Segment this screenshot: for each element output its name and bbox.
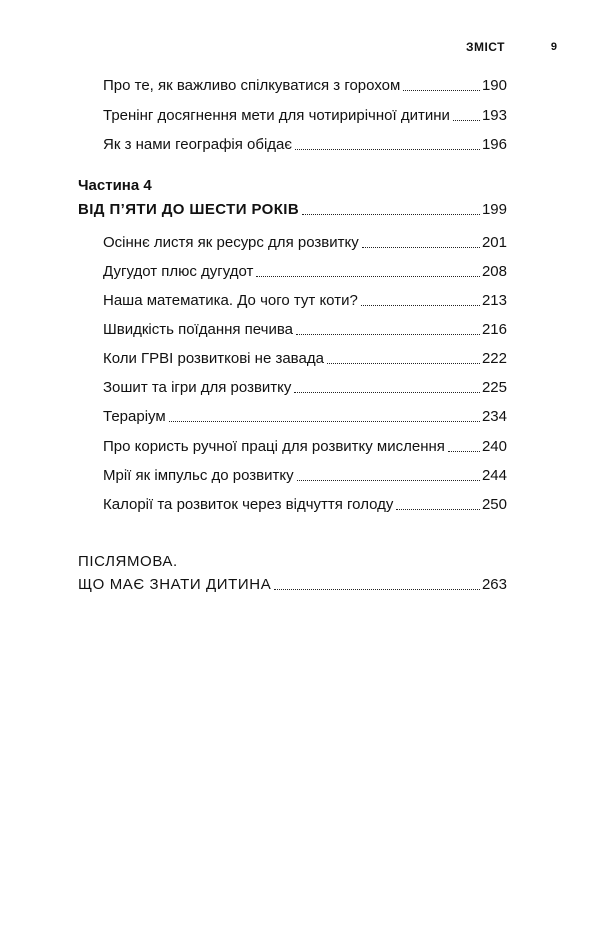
dot-leader	[274, 587, 480, 590]
dot-leader	[361, 303, 480, 306]
part-page: 199	[481, 201, 507, 218]
toc-entry-title: Тренінг досягнення мети для чотирирічної дитини	[103, 107, 450, 124]
toc-entry-title: Швидкість поїдання печива	[103, 321, 293, 338]
toc-entry-page: 196	[481, 136, 507, 153]
toc-entry[interactable]	[103, 76, 507, 96]
toc-entry[interactable]	[103, 466, 507, 486]
afterword-label: ПІСЛЯМОВА.	[78, 553, 178, 570]
toc-entry[interactable]	[103, 291, 507, 311]
toc-entry-title: Про користь ручної праці для розвитку мислення	[103, 438, 445, 455]
afterword-page: 263	[481, 576, 507, 593]
part-heading-entry[interactable]	[78, 200, 507, 220]
toc-entry[interactable]	[103, 349, 507, 369]
part-label: Частина 4	[78, 177, 152, 194]
dot-leader	[296, 332, 480, 335]
toc-entry-title: Наша математика. До чого тут коти?	[103, 292, 358, 309]
toc-entry[interactable]	[103, 135, 507, 155]
dot-leader	[294, 390, 480, 393]
toc-entry-page: 216	[481, 321, 507, 338]
toc-entry-title: Тераріум	[103, 408, 166, 425]
toc-entry-page: 193	[481, 107, 507, 124]
dot-leader	[256, 274, 480, 277]
toc-entry-title: Осіннє листя як ресурс для розвитку	[103, 234, 359, 251]
toc-entry-page: 222	[481, 350, 507, 367]
toc-entry[interactable]	[103, 320, 507, 340]
toc-entry-page: 213	[481, 292, 507, 309]
toc-entry-title: Коли ГРВІ розвиткові не завада	[103, 350, 324, 367]
dot-leader	[448, 449, 480, 452]
toc-entry[interactable]	[103, 106, 507, 126]
afterword-entry[interactable]	[78, 575, 507, 595]
dot-leader	[403, 88, 480, 91]
toc-entry[interactable]	[103, 437, 507, 457]
page-number: 9	[550, 41, 557, 53]
toc-entry[interactable]	[103, 378, 507, 398]
toc-entry-title: Зошит та ігри для розвитку	[103, 379, 292, 396]
dot-leader	[453, 118, 480, 121]
toc-entry-title: Дугудот плюс дугудот	[103, 263, 254, 280]
running-header	[0, 40, 600, 60]
toc-entry[interactable]	[103, 262, 507, 282]
part-title: ВІД П’ЯТИ ДО ШЕСТИ РОКІВ	[78, 201, 300, 218]
dot-leader	[297, 478, 480, 481]
dot-leader	[362, 245, 480, 248]
toc-entry-page: 208	[481, 263, 507, 280]
dot-leader	[169, 419, 480, 422]
running-title: ЗМІСТ	[465, 40, 505, 54]
toc-entry-title: Як з нами географія обідає	[103, 136, 293, 153]
toc-entry-title: Про те, як важливо спілкуватися з горохом	[103, 77, 401, 94]
toc-entry-page: 201	[481, 234, 507, 251]
dot-leader	[302, 212, 480, 215]
toc-entry[interactable]	[103, 407, 507, 427]
toc-entry-page: 234	[481, 408, 507, 425]
toc-entry[interactable]	[103, 495, 507, 515]
toc-entry[interactable]	[103, 233, 507, 253]
toc-entry-page: 190	[481, 77, 507, 94]
toc-entry-title: Калорії та розвиток через відчуття голоду	[103, 496, 394, 513]
toc-entry-page: 240	[481, 438, 507, 455]
toc-entry-title: Мрії як імпульс до розвитку	[103, 467, 294, 484]
dot-leader	[396, 507, 480, 510]
afterword-title: ЩО МАЄ ЗНАТИ ДИТИНА	[78, 576, 272, 593]
toc-entry-page: 225	[481, 379, 507, 396]
toc-entry-page: 244	[481, 467, 507, 484]
dot-leader	[295, 147, 480, 150]
toc-entry-page: 250	[481, 496, 507, 513]
dot-leader	[327, 361, 480, 364]
